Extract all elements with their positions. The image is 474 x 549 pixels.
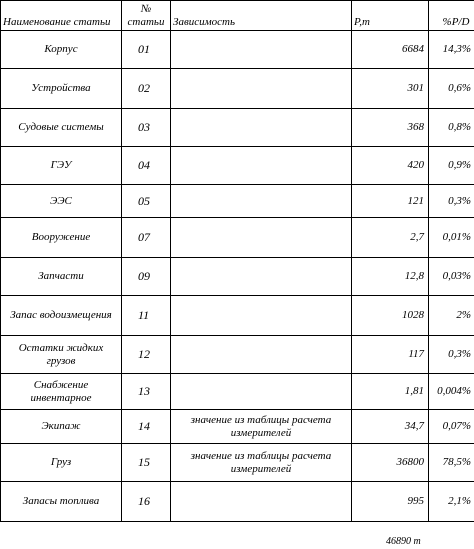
row-pct: 0,01% xyxy=(429,218,474,258)
row-pct: 0,6% xyxy=(429,69,474,109)
table-row xyxy=(1,31,474,69)
row-name: Корпус xyxy=(1,31,122,69)
row-name: Запасы топлива xyxy=(1,482,122,522)
row-num: 02 xyxy=(122,69,171,109)
header-pct: %P/D xyxy=(429,1,474,31)
table-row xyxy=(1,296,474,336)
row-pct: 0,8% xyxy=(429,109,474,147)
row-name: Запас водоизмещения xyxy=(1,296,122,336)
table-row xyxy=(1,147,474,185)
row-name: Экипаж xyxy=(1,410,122,444)
row-dependency xyxy=(171,336,352,374)
row-dependency xyxy=(171,374,352,410)
row-dependency xyxy=(171,482,352,522)
row-dependency xyxy=(171,31,352,69)
row-num: 05 xyxy=(122,185,171,218)
row-num: 01 xyxy=(122,31,171,69)
header-name: Наименование статьи xyxy=(1,1,122,31)
table-row xyxy=(1,69,474,109)
table-row xyxy=(1,482,474,522)
row-p: 995 xyxy=(352,482,429,522)
row-num: 11 xyxy=(122,296,171,336)
table-row xyxy=(1,444,474,482)
row-dependency: значение из таблицы расчета измерителей xyxy=(171,444,352,482)
row-p: 121 xyxy=(352,185,429,218)
row-p: 1028 xyxy=(352,296,429,336)
row-dependency xyxy=(171,147,352,185)
row-name: Запчасти xyxy=(1,258,122,296)
row-name: Снабжение инвентарное xyxy=(1,374,122,410)
row-pct: 2% xyxy=(429,296,474,336)
row-p: 368 xyxy=(352,109,429,147)
row-num: 14 xyxy=(122,410,171,444)
row-p: 2,7 xyxy=(352,218,429,258)
row-num: 04 xyxy=(122,147,171,185)
row-p: 36800 xyxy=(352,444,429,482)
row-p: 6684 xyxy=(352,31,429,69)
table-row xyxy=(1,336,474,374)
row-pct: 0,3% xyxy=(429,336,474,374)
row-name: ЭЭС xyxy=(1,185,122,218)
row-num: 03 xyxy=(122,109,171,147)
row-num: 09 xyxy=(122,258,171,296)
row-num: 15 xyxy=(122,444,171,482)
row-p: 12,8 xyxy=(352,258,429,296)
row-num: 12 xyxy=(122,336,171,374)
row-pct: 0,004% xyxy=(429,374,474,410)
row-name: Устройства xyxy=(1,69,122,109)
row-dependency xyxy=(171,218,352,258)
table-header-row xyxy=(1,1,474,31)
row-pct: 0,9% xyxy=(429,147,474,185)
row-dependency xyxy=(171,296,352,336)
total-value: 46890 т xyxy=(386,536,421,547)
table-row xyxy=(1,109,474,147)
header-num: № статьи xyxy=(122,1,171,31)
table-row xyxy=(1,185,474,218)
row-p: 34,7 xyxy=(352,410,429,444)
table-row xyxy=(1,410,474,444)
row-num: 13 xyxy=(122,374,171,410)
row-pct: 14,3% xyxy=(429,31,474,69)
row-p: 1,81 xyxy=(352,374,429,410)
row-p: 117 xyxy=(352,336,429,374)
row-num: 07 xyxy=(122,218,171,258)
table-row xyxy=(1,258,474,296)
row-name: Груз xyxy=(1,444,122,482)
row-pct: 78,5% xyxy=(429,444,474,482)
header-dependency: Зависимость xyxy=(171,1,352,31)
row-dependency xyxy=(171,69,352,109)
row-p: 301 xyxy=(352,69,429,109)
row-pct: 0,07% xyxy=(429,410,474,444)
row-name: Вооружение xyxy=(1,218,122,258)
row-p: 420 xyxy=(352,147,429,185)
row-name: Судовые системы xyxy=(1,109,122,147)
row-name: ГЭУ xyxy=(1,147,122,185)
row-dependency: значение из таблицы расчета измерителей xyxy=(171,410,352,444)
row-name: Остатки жидких грузов xyxy=(1,336,122,374)
row-dependency xyxy=(171,258,352,296)
row-num: 16 xyxy=(122,482,171,522)
row-pct: 2,1% xyxy=(429,482,474,522)
row-pct: 0,3% xyxy=(429,185,474,218)
row-pct: 0,03% xyxy=(429,258,474,296)
header-p: P,m xyxy=(352,1,429,31)
table-row xyxy=(1,374,474,410)
row-dependency xyxy=(171,109,352,147)
table-row xyxy=(1,218,474,258)
row-dependency xyxy=(171,185,352,218)
